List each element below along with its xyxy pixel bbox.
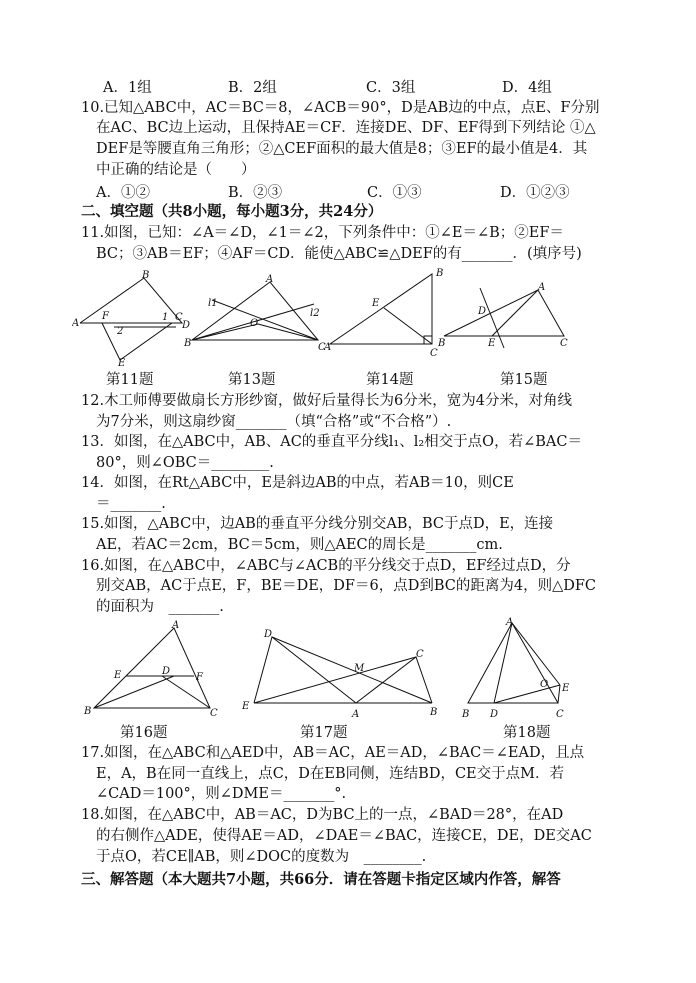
caption-fig-15: 第15题 (500, 372, 548, 388)
f15-label-e: E (488, 338, 496, 349)
q13-line1: 13．如图，在△ABC中，AB、AC的垂直平分线l₁、l₂相交于点O，若∠BAC＝ (81, 434, 582, 450)
figure-18 (458, 615, 578, 721)
f11-label-a: A (72, 318, 80, 329)
q18-line2: 的右侧作△ADE，使得AE＝AD，∠DAE＝∠BAC，连接CE，DE，DE交AC (96, 828, 592, 844)
q16-line1: 16.如图，在△ABC中，∠ABC与∠ACB的平分线交于点D，EF经过点D，分 (81, 558, 571, 574)
f11-label-b: B (142, 270, 150, 281)
f13-label-b: B (184, 338, 192, 349)
f17-label-a: A (352, 709, 360, 720)
f14-label-c: C (430, 348, 438, 358)
q10-option-d: D．①②③ (500, 185, 570, 201)
f16-label-a: A (172, 620, 180, 631)
q17-line3: ∠CAD＝100°，则∠DME＝_______°. (96, 786, 347, 802)
q11-line2: BC；③AB＝EF；④AF＝CD．能使△ABC≌△DEF的有_______．(填序号) (96, 246, 582, 262)
f13-label-a: A (266, 274, 274, 285)
f11-label-d: D (182, 320, 191, 331)
q12-line2: 为7分米，则这扇纱窗_______（填“合格”或“不合格”）. (96, 414, 452, 430)
q18-line3: 于点O，若CE∥AB，则∠DOC的度数为 ________. (96, 849, 427, 865)
f18-label-c: C (556, 709, 564, 720)
figure-14 (324, 266, 444, 358)
f17-label-c: C (416, 649, 424, 660)
f14-label-b: B (436, 268, 444, 279)
q10-line3: DEF是等腰直角三角形；②△CEF面积的最大值是8；③EF的最小值是4．其 (96, 141, 588, 157)
q11-line1: 11.如图，已知：∠A＝∠D，∠1＝∠2，下列条件中：①∠E＝∠B；②EF＝ (81, 225, 564, 241)
figure-13 (182, 272, 330, 352)
q10-option-c: C．①③ (367, 185, 422, 201)
caption-fig-11: 第11题 (106, 372, 154, 388)
q12-line1: 12.木工师傅要做扇长方形纱窗，做好后量得长为6分米，宽为4分米，对角线 (81, 393, 573, 409)
q9-option-b: B．2组 (228, 80, 277, 96)
f14-label-e: E (372, 298, 380, 309)
f11-label-1: 1 (162, 312, 169, 323)
figure-16 (82, 618, 222, 720)
f11-label-2: 2 (117, 326, 124, 337)
figure-15 (438, 280, 578, 354)
q17-line2: E，A，B在同一直线上，点C，D在EB同侧，连结BD，CE交于点M．若 (96, 766, 564, 782)
caption-fig-18: 第18题 (503, 725, 551, 741)
f14-label-a: A (324, 342, 332, 353)
f16-label-c: C (210, 708, 218, 719)
caption-fig-14: 第14题 (366, 372, 414, 388)
f11-label-f: F (102, 311, 109, 322)
q17-line1: 17.如图，在△ABC和△AED中，AB＝AC，AE＝AD，∠BAC＝∠EAD，且点 (81, 745, 585, 761)
q16-line3: 的面积为 _______. (96, 599, 224, 615)
q14-line1: 14．如图，在Rt△ABC中，E是斜边AB的中点，若AB＝10，则CE (81, 475, 514, 491)
figure-11 (72, 268, 192, 368)
q10-line1: 10.已知△ABC中，AC＝BC＝8，∠ACB＝90°，D是AB边的中点，点E、F分别 (81, 100, 600, 116)
q16-line2: 别交AB，AC于点E，F，BE＝DE，DF＝6，点D到BC的距离为4，则△DFC (96, 578, 597, 594)
figure-17 (238, 625, 448, 721)
f18-label-d: D (490, 709, 499, 720)
f16-label-f: F (196, 672, 203, 683)
caption-fig-17: 第17题 (300, 725, 348, 741)
q10-line4: 中正确的结论是（ ） (96, 162, 256, 178)
f13-label-l1: l1 (208, 298, 218, 309)
q14-line2: ＝_______. (96, 496, 166, 512)
f15-label-b: B (438, 338, 446, 349)
section3-heading: 三、解答题（本大题共7小题，共66分．请在答题卡指定区域内作答，解答 (81, 871, 561, 888)
f17-label-d: D (264, 629, 273, 640)
f16-label-e: E (114, 670, 122, 681)
caption-fig-13: 第13题 (228, 372, 276, 388)
section2-heading: 二、填空题（共8小题，每小题3分，共24分） (81, 203, 383, 220)
q15-line1: 15.如图，△ABC中，边AB的垂直平分线分别交AB，BC于点D，E，连接 (81, 516, 554, 532)
f15-label-c: C (560, 338, 568, 349)
f13-label-c: C (318, 342, 326, 352)
caption-fig-16: 第16题 (120, 725, 168, 741)
q9-option-d: D．4组 (502, 80, 552, 96)
f18-label-b: B (462, 709, 470, 720)
f17-label-e: E (242, 701, 250, 712)
q10-line2: 在AC、BC边上运动，且保持AE＝CF．连接DE、DF、EF得到下列结论 ①△ (96, 120, 596, 136)
f18-label-e: E (562, 683, 570, 694)
q9-option-c: C．3组 (366, 80, 416, 96)
f18-label-a: A (506, 617, 514, 628)
f13-label-l2: l2 (310, 308, 320, 319)
f16-label-b: B (84, 706, 92, 717)
f11-label-e: E (118, 358, 126, 368)
f13-label-o: O (250, 318, 259, 329)
f11-label-c: C (175, 312, 183, 323)
f18-label-o: O (540, 679, 549, 690)
f17-label-b: B (430, 707, 438, 718)
f16-label-d: D (162, 666, 171, 677)
f17-label-m: M (354, 663, 365, 674)
q13-line2: 80°，则∠OBC＝________. (96, 455, 274, 471)
q15-line2: AE，若AC＝2cm，BC＝5cm，则△AEC的周长是_______cm. (96, 537, 503, 553)
f15-label-d: D (478, 306, 487, 317)
q10-option-b: B．②③ (228, 185, 283, 201)
q9-option-a: A．1组 (103, 80, 152, 96)
q18-line1: 18.如图，在△ABC中，AB＝AC，D为BC上的一点，∠BAD＝28°，在AD (81, 807, 564, 823)
f15-label-a: A (538, 282, 546, 293)
q10-option-a: A．①② (96, 185, 150, 201)
